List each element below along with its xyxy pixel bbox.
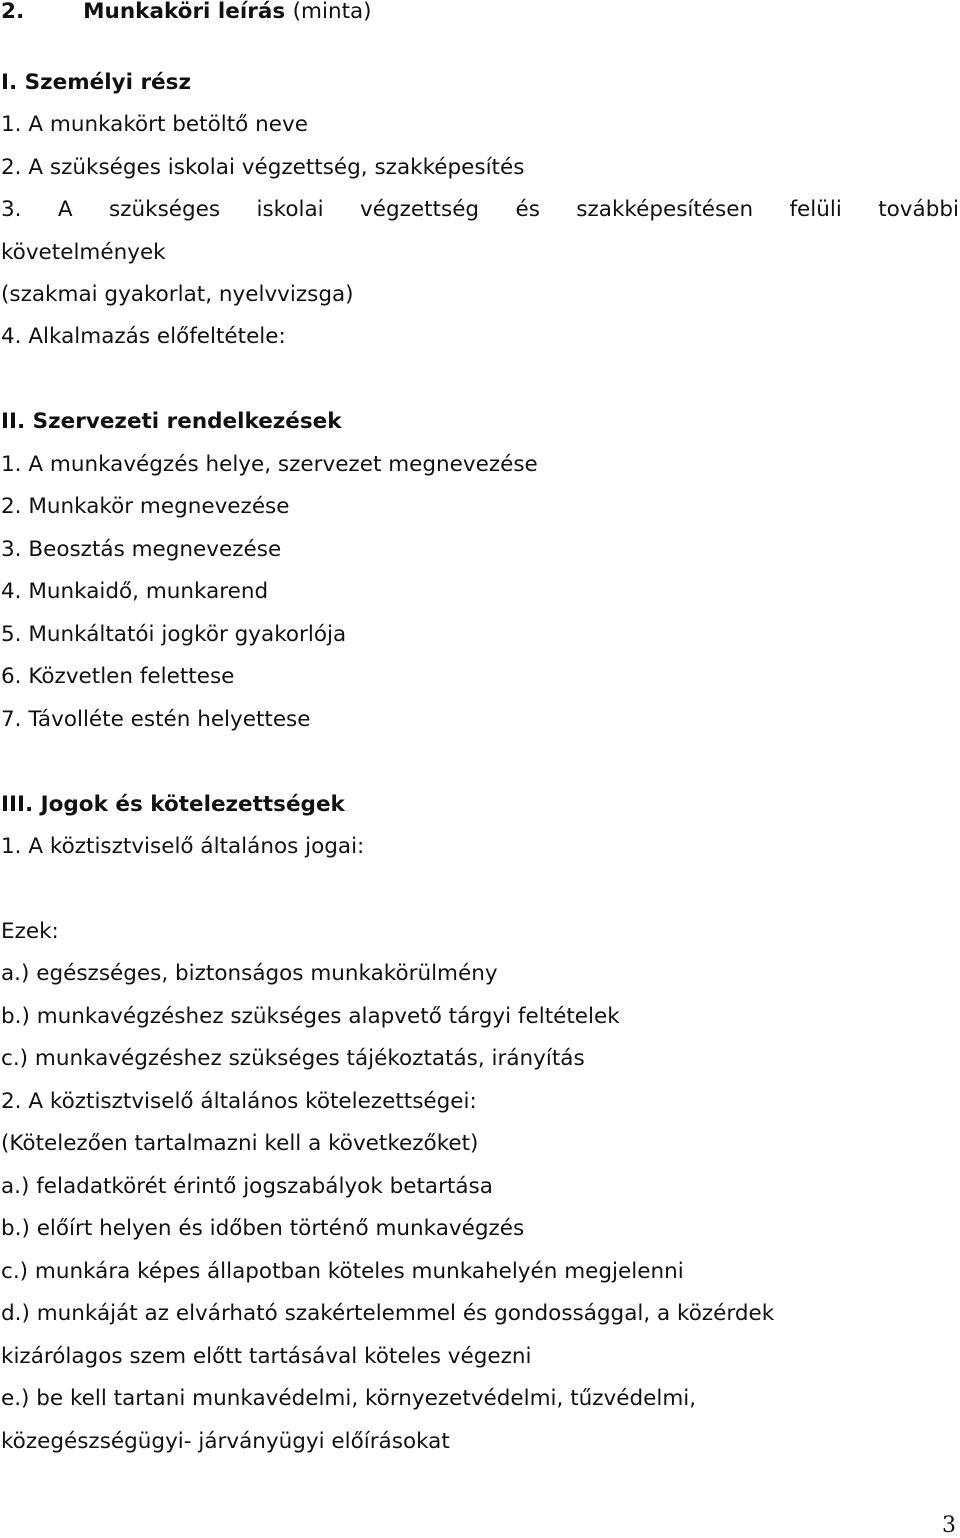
- justified-word: 3.: [1, 197, 22, 222]
- section-1-item-1: 1. A munkakört betöltő neve: [1, 112, 308, 137]
- section-1-item-4: 4. Alkalmazás előfeltétele:: [1, 324, 286, 349]
- section-1-item-2: 2. A szükséges iskolai végzettség, szakképesítés: [1, 155, 525, 180]
- section-2-item: 5. Munkáltatói jogkör gyakorlója: [1, 622, 347, 647]
- duties-item: b.) előírt helyen és időben történő munkavégzés: [1, 1216, 525, 1241]
- duties-item: a.) feladatkörét érintő jogszabályok betartása: [1, 1174, 493, 1199]
- rights-item: a.) egészséges, biztonságos munkakörülmény: [1, 961, 498, 986]
- heading-suffix: (minta): [292, 0, 372, 24]
- rights-title: 1. A köztisztviselő általános jogai:: [1, 834, 365, 859]
- section-2-item: 3. Beosztás megnevezése: [1, 537, 282, 562]
- duties-item: e.) be kell tartani munkavédelmi, környezetvédelmi, tűzvédelmi,: [1, 1386, 697, 1411]
- duties-item: c.) munkára képes állapotban köteles munkahelyén megjelenni: [1, 1259, 684, 1284]
- section-2-item: 6. Közvetlen felettese: [1, 664, 235, 689]
- justified-word: felüli: [789, 197, 842, 222]
- section-1-item-3-continuation: követelmények: [1, 240, 166, 265]
- section-1-item-3-note: (szakmai gyakorlat, nyelvvizsga): [1, 282, 354, 307]
- rights-item: c.) munkavégzéshez szükséges tájékoztatás, irányítás: [1, 1046, 585, 1071]
- justified-word: iskolai: [256, 197, 324, 222]
- duties-item-continuation: kizárólagos szem előtt tartásával köteles végezni: [1, 1344, 532, 1369]
- document-heading: [1, 0, 372, 25]
- section-2-item: 7. Távolléte estén helyettese: [1, 707, 311, 732]
- section-2-item: 2. Munkakör megnevezése: [1, 494, 290, 519]
- section-1-title: I. Személyi rész: [1, 70, 191, 95]
- section-3-title: III. Jogok és kötelezettségek: [1, 792, 345, 817]
- page-number: 3: [942, 1513, 956, 1538]
- justified-word: szükséges: [109, 197, 221, 222]
- heading-number: 2.: [1, 0, 25, 24]
- justified-word: további: [878, 197, 959, 222]
- section-2-item: 1. A munkavégzés helye, szervezet megnevezése: [1, 452, 538, 477]
- rights-item: b.) munkavégzéshez szükséges alapvető tárgyi feltételek: [1, 1004, 620, 1029]
- rights-intro: Ezek:: [1, 919, 59, 944]
- section-1-item-3: [1, 197, 959, 223]
- justified-word: szakképesítésen: [576, 197, 754, 222]
- duties-item: d.) munkáját az elvárható szakértelemmel és gondossággal, a közérdek: [1, 1301, 775, 1326]
- heading-title: Munkaköri leírás: [83, 0, 286, 24]
- section-2-item: 4. Munkaidő, munkarend: [1, 579, 269, 604]
- section-2-title: II. Szervezeti rendelkezések: [1, 409, 342, 434]
- justified-word: A: [57, 197, 73, 222]
- justified-word: és: [515, 197, 540, 222]
- duties-note: (Kötelezően tartalmazni kell a következőket): [1, 1131, 479, 1156]
- justified-word: végzettség: [360, 197, 480, 222]
- duties-title: 2. A köztisztviselő általános kötelezettségei:: [1, 1089, 477, 1114]
- duties-item-continuation: közegészségügyi- járványügyi előírásokat: [1, 1429, 450, 1454]
